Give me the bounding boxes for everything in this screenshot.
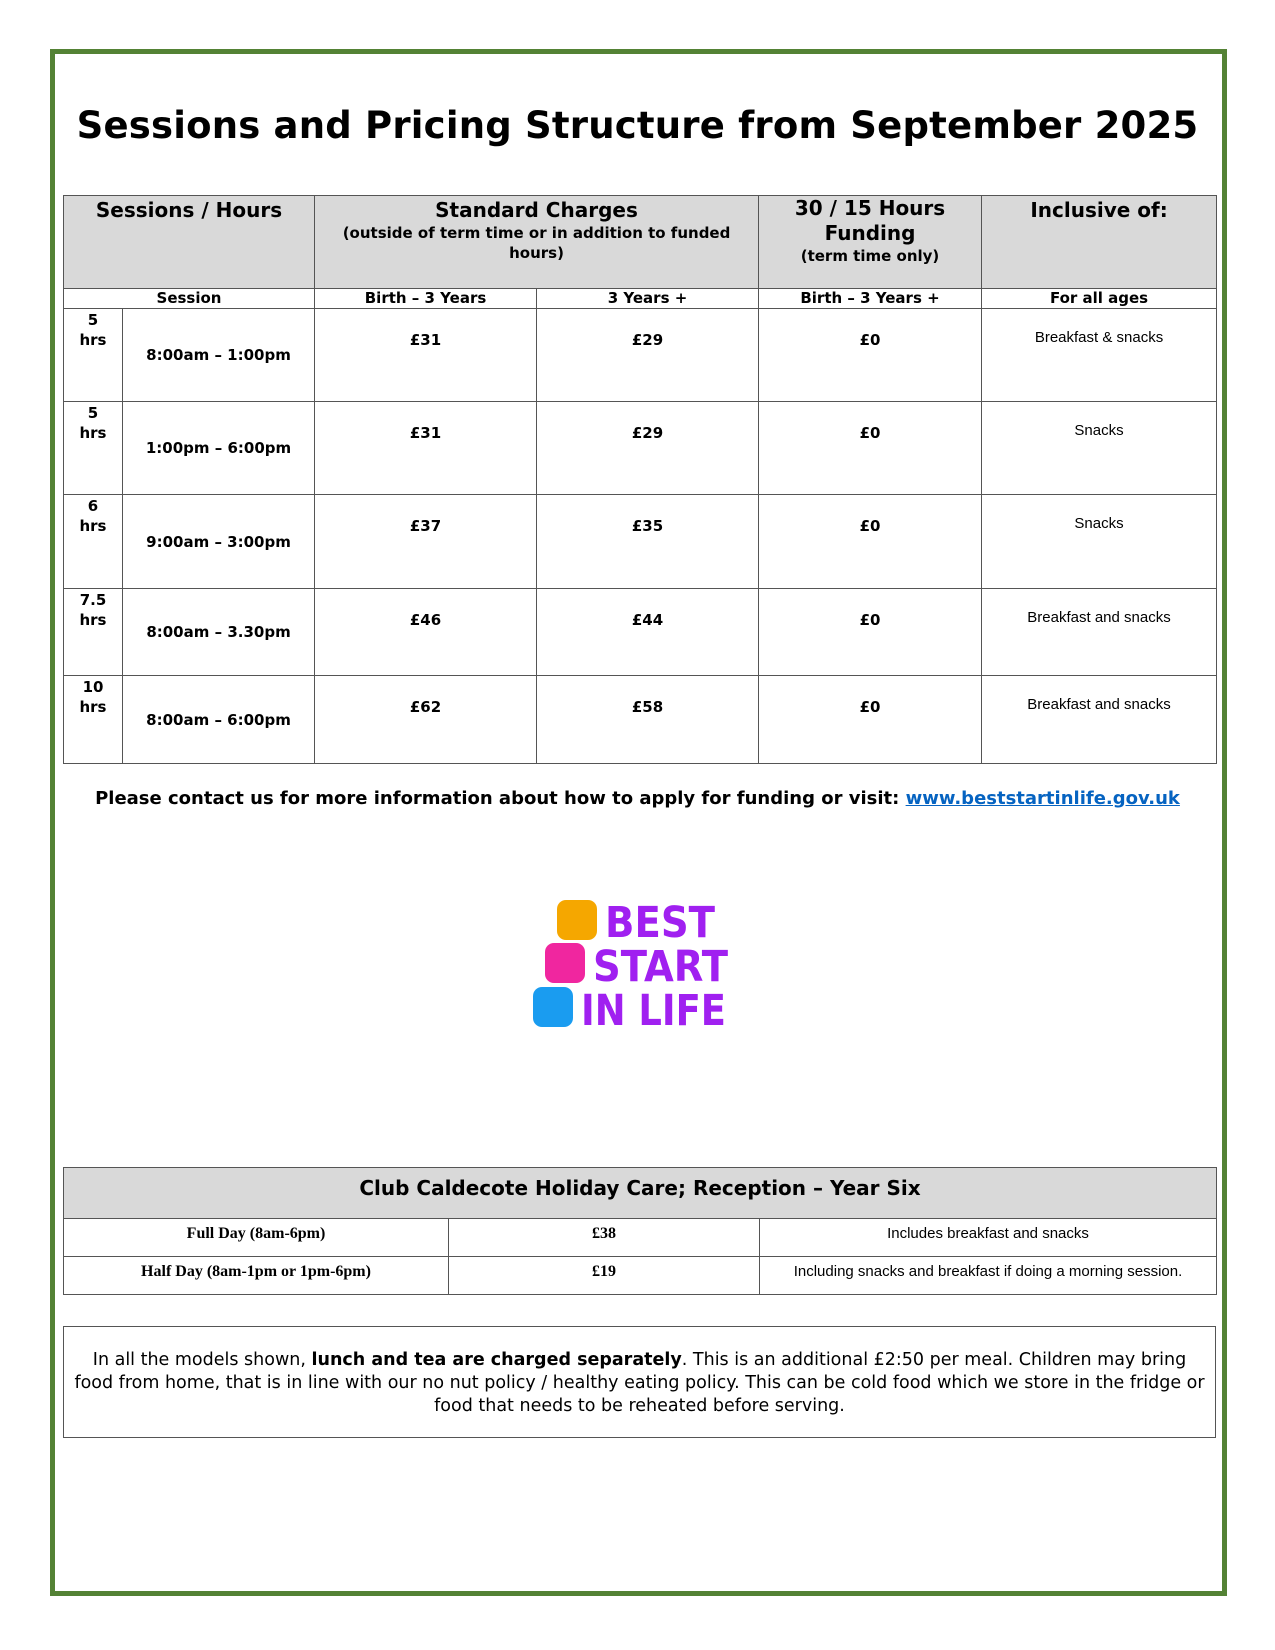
inclusive-of: Snacks — [982, 402, 1217, 495]
logo-text-line2: START — [593, 942, 729, 992]
price-3-plus: £29 — [537, 402, 759, 495]
price-birth-3: £31 — [315, 402, 537, 495]
table-row — [64, 402, 1217, 495]
duration: 5 hrs — [64, 402, 123, 495]
logo-pink-block — [545, 943, 585, 983]
inclusive-of: Snacks — [982, 495, 1217, 589]
note-text-end: . This is an additional £2:50 per meal. Children may bring food from home, that is in line with our no nut policy / healthy eating policy. This can be cold food which we store in the fridge or food that needs to be reheated before serving. — [74, 1350, 1205, 1416]
funding-link[interactable]: www.beststartinlife.gov.uk — [905, 788, 1180, 809]
duration: 6 hrs — [64, 495, 123, 589]
funding-title: 30 / 15 Hours Funding — [794, 196, 946, 245]
subheader-3-plus: 3 Years + — [537, 289, 759, 309]
price-3-plus: £35 — [537, 495, 759, 589]
table-row — [64, 1219, 1217, 1257]
holiday-care-table — [63, 1167, 1217, 1295]
holiday-care-title: Club Caldecote Holiday Care; Reception – Year Six — [64, 1168, 1217, 1219]
table-row — [64, 309, 1217, 402]
best-start-in-life-logo — [530, 895, 750, 1035]
inclusive-of: Breakfast & snacks — [982, 309, 1217, 402]
logo-text-line3: IN LIFE — [581, 986, 726, 1035]
page-title: Sessions and Pricing Structure from September 2025 — [76, 104, 1199, 147]
price-birth-3: £37 — [315, 495, 537, 589]
header-inclusive: Inclusive of: — [982, 196, 1217, 289]
funding-subtitle: (term time only) — [800, 247, 940, 265]
price-3-plus: £58 — [537, 676, 759, 764]
pricing-table — [63, 195, 1217, 764]
duration: 7.5 hrs — [64, 589, 123, 676]
table-row — [64, 589, 1217, 676]
table-row — [64, 1257, 1217, 1295]
duration: 10 hrs — [64, 676, 123, 764]
holiday-option: Half Day (8am-1pm or 1pm-6pm) — [64, 1257, 449, 1295]
contact-line — [0, 788, 1275, 809]
session-time: 8:00am – 6:00pm — [123, 676, 315, 764]
session-time: 9:00am – 3:00pm — [123, 495, 315, 589]
subheader-birth-3: Birth – 3 Years — [315, 289, 537, 309]
note-text-bold: lunch and tea are charged separately — [311, 1350, 682, 1370]
header-funding — [759, 196, 982, 289]
price-funded: £0 — [759, 495, 982, 589]
holiday-note: Includes breakfast and snacks — [760, 1219, 1217, 1257]
holiday-note: Including snacks and breakfast if doing a morning session. — [760, 1257, 1217, 1295]
holiday-price: £38 — [449, 1219, 760, 1257]
header-standard-charges — [315, 196, 759, 289]
contact-text: Please contact us for more information about how to apply for funding or visit: — [95, 788, 906, 809]
subheader-all-ages: For all ages — [982, 289, 1217, 309]
header-sessions-hours: Sessions / Hours — [64, 196, 315, 289]
price-birth-3: £31 — [315, 309, 537, 402]
session-time: 8:00am – 3.30pm — [123, 589, 315, 676]
price-funded: £0 — [759, 402, 982, 495]
inclusive-of: Breakfast and snacks — [982, 589, 1217, 676]
session-time: 1:00pm – 6:00pm — [123, 402, 315, 495]
price-birth-3: £62 — [315, 676, 537, 764]
holiday-price: £19 — [449, 1257, 760, 1295]
holiday-option: Full Day (8am-6pm) — [64, 1219, 449, 1257]
subheader-funding-birth-3: Birth – 3 Years + — [759, 289, 982, 309]
note-text-start: In all the models shown, — [92, 1350, 312, 1370]
session-time: 8:00am – 1:00pm — [123, 309, 315, 402]
standard-charges-subtitle: (outside of term time or in addition to funded hours) — [342, 224, 731, 262]
table-row — [64, 495, 1217, 589]
logo-blue-block — [533, 987, 573, 1027]
logo-orange-block — [557, 900, 597, 940]
duration: 5 hrs — [64, 309, 123, 402]
logo-text-line1: BEST — [605, 898, 716, 948]
inclusive-of: Breakfast and snacks — [982, 676, 1217, 764]
table-row — [64, 676, 1217, 764]
price-3-plus: £29 — [537, 309, 759, 402]
price-funded: £0 — [759, 676, 982, 764]
meal-charges-note — [63, 1326, 1216, 1438]
standard-charges-title: Standard Charges — [435, 198, 638, 222]
subheader-session: Session — [64, 289, 315, 309]
price-funded: £0 — [759, 589, 982, 676]
price-funded: £0 — [759, 309, 982, 402]
price-3-plus: £44 — [537, 589, 759, 676]
price-birth-3: £46 — [315, 589, 537, 676]
